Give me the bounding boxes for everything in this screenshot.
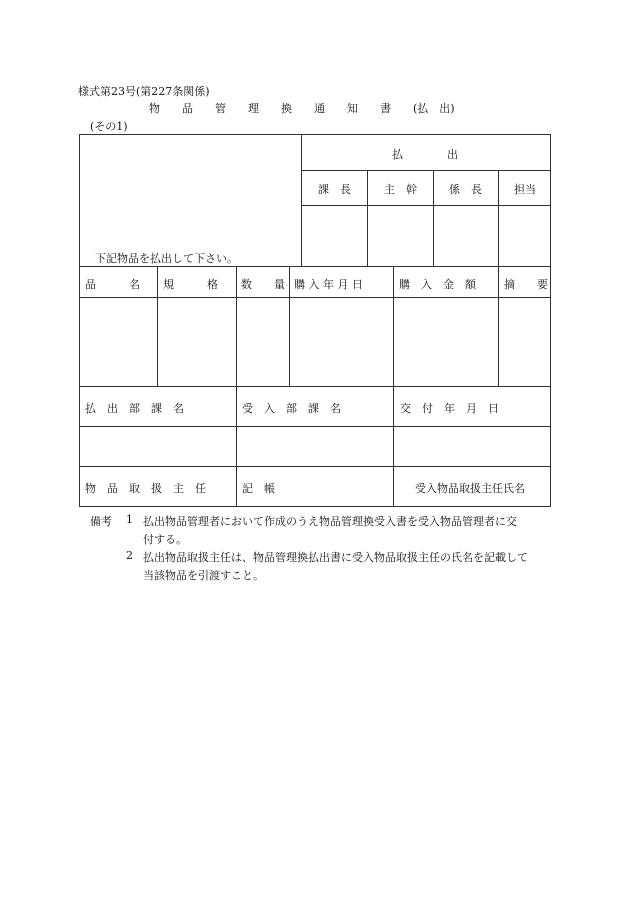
request-text: 下記物品を払出して下さい。 (95, 252, 238, 265)
approver-chief-manager: 主 幹 (384, 183, 417, 196)
approver-subsection-chief: 係 長 (449, 183, 482, 196)
header-remarks: 摘 要 (504, 278, 548, 291)
note-number: 2 (126, 549, 133, 562)
payout-label: 払 出 (392, 148, 458, 161)
header-item-name: 品 名 (85, 278, 140, 291)
label-delivery-date: 交 付 年 月 日 (400, 402, 499, 415)
form-number: 様式第23号(第227条関係) (78, 85, 210, 98)
note-text: 払出物品取扱主任は、物品管理換払出書に受入物品取扱主任の氏名を記載して (143, 551, 528, 564)
label-record: 記 帳 (242, 482, 275, 495)
header-purchase-amount: 購 入 金 額 (399, 278, 476, 291)
header-quantity: 数 量 (241, 278, 285, 291)
label-handler: 物 品 取 扱 主 任 (85, 482, 206, 495)
note-text: 付する。 (143, 533, 187, 546)
subtitle: (その1) (90, 120, 128, 133)
note-text: 払出物品管理者において作成のうえ物品管理換受入書を受入物品管理者に交 (143, 515, 517, 528)
header-spec: 規 格 (163, 278, 218, 291)
label-payout-dept: 払 出 部 課 名 (85, 402, 184, 415)
notes-label: 備考 (90, 515, 112, 528)
label-receiver-name: 受入物品取扱主任氏名 (415, 482, 525, 495)
label-receive-dept: 受 入 部 課 名 (242, 402, 341, 415)
note-number: 1 (126, 513, 133, 526)
page-title: 物 品 管 理 換 通 知 書 (払 出) (149, 102, 455, 115)
approver-staff: 担当 (514, 183, 536, 196)
note-text: 当該物品を引渡すこと。 (143, 569, 264, 582)
approver-section-chief: 課 長 (318, 183, 351, 196)
header-purchase-date: 購 入 年 月 日 (294, 278, 363, 291)
